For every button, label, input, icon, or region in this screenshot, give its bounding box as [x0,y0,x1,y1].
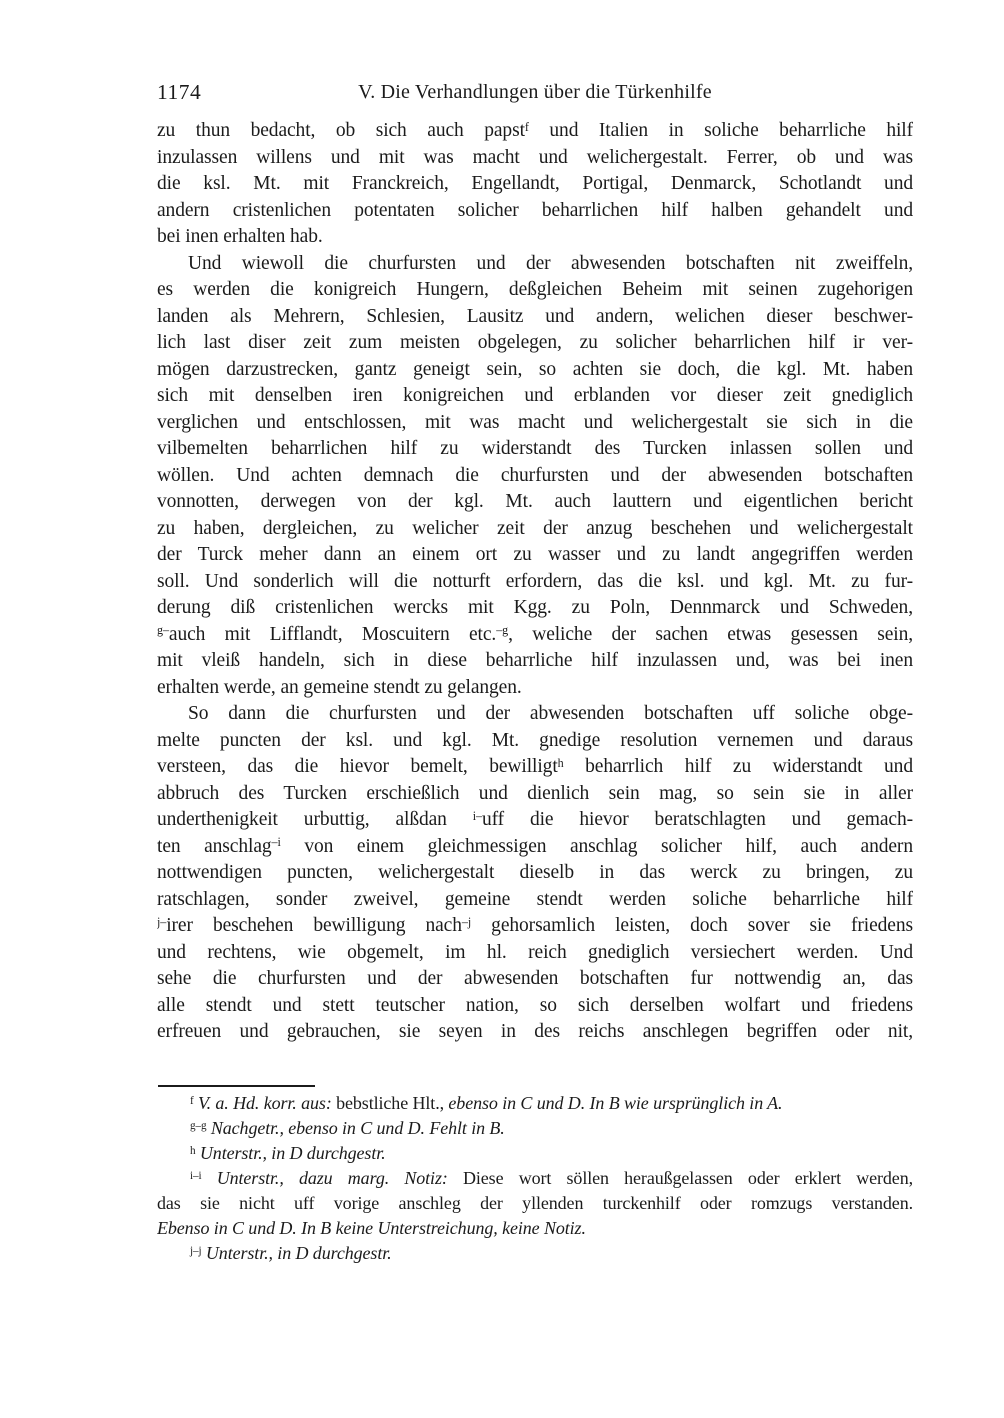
footnote-entry [157,1091,913,1116]
footnote-marker: h [190,1144,196,1157]
body-paragraph [157,701,913,1046]
text-line [157,410,913,437]
body-text [157,118,913,1046]
text-line [157,463,913,490]
text-run: uff die hievor beratschlagten und gemach- [481,809,913,830]
footnote-marker: f [524,119,529,134]
body-paragraph [157,118,913,251]
text-line [157,1141,913,1166]
text-run: bebstliche Hlt., [331,1093,449,1113]
text-line [157,171,913,198]
text-line [157,675,913,702]
body-paragraph [157,251,913,702]
text-line [157,1191,913,1216]
text-line [157,436,913,463]
footnote-marker: h [557,755,564,770]
text-run: V. a. Hd. korr. aus: [198,1093,332,1113]
text-line [157,569,913,596]
text-line [157,277,913,304]
text-run: Unterstr., in D durchgestr. [199,1143,386,1163]
text-run: andern cristenlichen potentaten solicher beharrlichen hilf halben gehandelt und [157,199,913,221]
text-run: mit vleiß handeln, sich in diese beharrliche hilf inzulassen und, was bei inen [157,650,913,671]
text-line [157,1116,913,1141]
text-run: und Italien in soliche beharrliche hilf [528,120,913,141]
text-line [157,728,913,755]
text-run: Und wiewoll die churfursten und der abwesenden botschaften nit zweiffeln, [188,252,913,274]
text-line [157,145,913,172]
text-run: Ebenso in C und D. In B keine Unterstreichung, keine Notiz. [157,1218,586,1238]
footnote-marker: f [190,1094,194,1107]
text-run: erhalten werde, an gemeine stendt zu gelangen. [157,676,522,698]
text-run: auch mit Lifflandt, Moscuitern etc. [168,623,497,645]
footnote-marker: g–g [190,1119,207,1132]
text-run: alle stendt und stett teutscher nation, so sich derselben wolfart und friedens [157,994,913,1016]
text-run: vilbemelten beharrlichen hilf zu widerstandt des Turcken inlassen sollen und [157,438,913,459]
text-run: , weliche der sachen etwas gesessen sein, [508,623,913,645]
text-run: melte puncten der ksl. und kgl. Mt. gnedige resolution vernemen und daraus [157,729,913,751]
text-line [157,1216,913,1241]
text-run: abbruch des Turcken erschießlich und dienlich sein mag, so sein sie in aller [157,782,913,804]
text-run: das sie nicht uff vorige anschleg der yllenden turckenhilf oder romzugs verstanden. [157,1193,913,1213]
text-run: ten anschlag [157,835,272,857]
text-run: ebenso in C und D. In B wie ursprünglich in A. [448,1093,783,1113]
running-title: V. Die Verhandlungen über die Türkenhilfe [358,81,712,103]
text-line [157,834,913,861]
text-line [157,887,913,914]
footnotes-section [157,1091,913,1266]
text-line [157,1166,913,1191]
text-run: ratschlagen, sonder zweivel, gemeine stendt werden soliche beharrliche hilf [157,888,913,910]
text-run: die ksl. Mt. mit Franckreich, Engellandt, Portigal, Denmarck, Schotlandt und [157,173,913,194]
text-line [157,701,913,728]
text-run: So dann die churfursten und der abwesenden botschaften uff soliche obge- [188,703,913,724]
text-line [157,198,913,225]
text-line [157,622,913,649]
text-line [157,542,913,569]
text-line [157,304,913,331]
footnote-entry [157,1141,913,1166]
text-line [157,251,913,278]
text-run [201,1168,216,1188]
text-run: wöllen. Und achten demnach die churfursten und der abwesenden botschaften [157,464,913,486]
text-run: vonnotten, derwegen von der kgl. Mt. auch lauttern und eigentlichen bericht [157,491,913,512]
text-line [157,595,913,622]
text-run: bei inen erhalten hab. [157,226,323,247]
text-run: zu haben, dergleichen, zu welicher zeit der anzug beschehen und welichergestalt [157,517,913,539]
text-line [157,993,913,1020]
footnote-divider [158,1085,315,1087]
text-line [157,118,913,145]
text-run: underthenigkeit urbuttig, alßdan [157,809,473,830]
text-run: Unterstr., dazu marg. Notiz: [216,1168,448,1188]
text-run: lich last diser zeit zum meisten obgelegen, zu solicher beharrlichen hilf ir ver- [157,332,913,353]
text-run: soll. Und sonderlich will die notturft erfordern, das die ksl. und kgl. Mt. zu fur- [157,570,913,592]
footnote-entry [157,1241,913,1266]
text-line [157,489,913,516]
text-line [157,754,913,781]
text-run: gehorsamlich leisten, doch sover sie friedens [471,915,913,936]
text-run: Unterstr., in D durchgestr. [205,1243,392,1263]
text-run: erfreuen und gebrauchen, sie seyen in des reichs anschlegen begriffen oder nit, [157,1021,913,1042]
text-run: es werden die konigreich Hungern, deßgleichen Beheim mit seinen zugehorigen [157,279,913,300]
text-line [157,383,913,410]
footnote-marker: –j [461,914,472,929]
page-header [157,80,913,106]
text-line [157,357,913,384]
footnote-marker: j–j [190,1244,202,1257]
footnote-marker: –g [496,623,509,638]
text-line [157,940,913,967]
text-run: Diese wort söllen heraußgelassen oder erklert werden, [447,1168,913,1188]
footnote-marker: g– [157,623,169,638]
text-run: sehe die churfursten und der abwesenden botschaften fur nottwendig an, das [157,968,913,989]
text-run: nottwendigen puncten, welichergestalt dieselb in das werck zu bringen, zu [157,862,913,883]
text-line [157,913,913,940]
text-line [157,860,913,887]
text-run: Nachgetr., ebenso in C und D. Fehlt in B. [210,1118,505,1138]
text-line [157,1019,913,1046]
text-run: sich mit denselben iren konigreichen und erblanden vor dieser zeit gnediglich [157,385,913,406]
text-run: irer beschehen bewilligung nach [166,915,462,936]
text-run: von einem gleichmessigen anschlag solicher hilf, auch andern [280,835,913,857]
text-run: mögen darzustrecken, gantz geneigt sein, so achten sie doch, die kgl. Mt. haben [157,358,913,380]
text-line [157,224,913,251]
footnote-marker: i–i [190,1169,202,1182]
text-line [157,1091,913,1116]
page-number: 1174 [157,80,202,104]
footnote-marker: i– [472,808,482,823]
text-line [157,516,913,543]
footnote-entry [157,1116,913,1141]
text-line [157,781,913,808]
text-run: und rechtens, wie obgemelt, im hl. reich gnediglich versiechert werden. Und [157,941,913,963]
text-run: versteen, das die hievor bemelt, bewilligt [157,756,558,777]
text-run: verglichen und entschlossen, mit was macht und welichergestalt sie sich in die [157,411,913,433]
text-run: der Turck meher dann an einem ort zu wasser und zu landt angegriffen werden [157,544,913,565]
footnote-entry [157,1166,913,1241]
text-line [157,330,913,357]
text-run: derung diß cristenlichen wercks mit Kgg. zu Poln, Dennmarck und Schweden, [157,597,913,618]
text-line [157,966,913,993]
text-run: beharrlich hilf zu widerstandt und [563,756,913,777]
text-line [157,1241,913,1266]
text-run: zu thun bedacht, ob sich auch papst [157,120,525,141]
text-line [157,807,913,834]
text-run: landen als Mehrern, Schlesien, Lausitz und andern, welichen dieser beschwer- [157,305,913,327]
text-run: inzulassen willens und mit was macht und welichergestalt. Ferrer, ob und was [157,146,913,168]
text-line [157,648,913,675]
footnote-marker: –i [271,835,281,850]
footnote-marker: j– [157,914,167,929]
